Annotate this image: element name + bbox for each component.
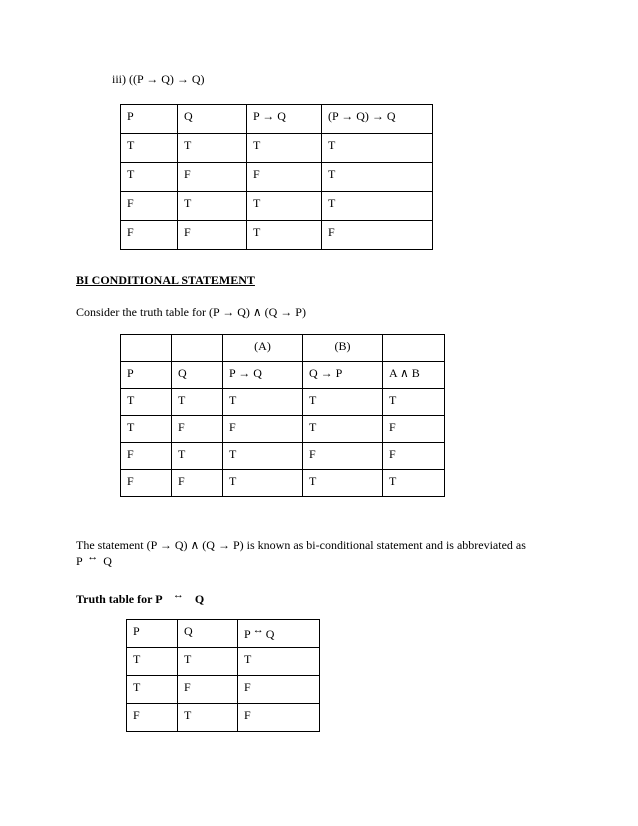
table-cell: F [178, 221, 247, 250]
subheading-iii: iii) ((P → Q) → Q) [112, 72, 205, 86]
table-cell: T [383, 389, 445, 416]
table-cell: F [238, 704, 320, 732]
table-cell: F [121, 443, 172, 470]
column-header: Q [178, 105, 247, 134]
table-cell: T [322, 134, 433, 163]
table-cell: F [127, 704, 178, 732]
truth-table-2 [120, 334, 445, 497]
table-cell: F [247, 163, 322, 192]
truth-table-1 [120, 104, 433, 250]
table-cell: T [223, 443, 303, 470]
group-label-cell [383, 335, 445, 362]
column-header: P → Q [223, 362, 303, 389]
table-cell: T [383, 470, 445, 497]
table-row [121, 389, 445, 416]
truth-table-heading-suffix: Q [194, 592, 205, 606]
column-header: P [121, 105, 178, 134]
statement-line-2 [76, 551, 112, 569]
table-cell: T [247, 134, 322, 163]
table-cell: T [247, 192, 322, 221]
table-row [121, 192, 433, 221]
table-cell: T [172, 443, 223, 470]
column-header: P → Q [247, 105, 322, 134]
table-cell: F [121, 470, 172, 497]
table-cell: T [303, 416, 383, 443]
table-cell: F [178, 676, 238, 704]
table-cell: T [303, 470, 383, 497]
truth-table-3 [126, 619, 320, 732]
table-cell: T [178, 704, 238, 732]
table-cell: F [383, 416, 445, 443]
column-header: A ∧ B [383, 362, 445, 389]
column-header: Q [178, 620, 238, 648]
group-label-cell [121, 335, 172, 362]
table-cell: T [238, 648, 320, 676]
table-cell: T [127, 648, 178, 676]
table-cell: F [303, 443, 383, 470]
table-cell: T [121, 389, 172, 416]
table-cell: T [223, 470, 303, 497]
column-header: Q → P [303, 362, 383, 389]
table-cell: T [223, 389, 303, 416]
table-cell: T [127, 676, 178, 704]
table-cell: T [303, 389, 383, 416]
header-q: Q [265, 627, 275, 641]
biconditional-arrow-icon: ↔ [87, 551, 99, 563]
column-header: (P → Q) → Q [322, 105, 433, 134]
table-cell: T [247, 221, 322, 250]
table-row [127, 648, 320, 676]
statement-p: P [76, 554, 83, 568]
table-row [121, 134, 433, 163]
biconditional-arrow-icon: ↔ [252, 624, 264, 636]
header-p: P [244, 627, 251, 641]
table-cell: T [178, 648, 238, 676]
truth-table-heading [76, 589, 205, 607]
table-cell: T [121, 416, 172, 443]
biconditional-arrow-icon: ↔ [172, 589, 184, 601]
table-cell: T [322, 192, 433, 221]
column-header: Q [172, 362, 223, 389]
table-cell: T [178, 134, 247, 163]
table-cell: F [238, 676, 320, 704]
table-row [121, 416, 445, 443]
table-header-row [121, 362, 445, 389]
table-group-row [121, 335, 445, 362]
group-label-cell: (A) [223, 335, 303, 362]
group-label-cell: (B) [303, 335, 383, 362]
table-cell: F [121, 221, 178, 250]
table-cell: F [172, 416, 223, 443]
table-cell: T [121, 134, 178, 163]
table-cell: F [172, 470, 223, 497]
table-row [121, 221, 433, 250]
table-cell: F [178, 163, 247, 192]
section-title: BI CONDITIONAL STATEMENT [76, 273, 255, 287]
table-row [127, 704, 320, 732]
table-cell: T [121, 163, 178, 192]
table-cell: T [172, 389, 223, 416]
table-cell: T [322, 163, 433, 192]
consider-text: Consider the truth table for (P → Q) ∧ (Q → P) [76, 305, 306, 319]
table-row [121, 470, 445, 497]
table-header-row [127, 620, 320, 648]
table-cell: T [178, 192, 247, 221]
column-header: P [127, 620, 178, 648]
table-cell: F [322, 221, 433, 250]
table-row [127, 676, 320, 704]
statement-line-1: The statement (P → Q) ∧ (Q → P) is known as bi-conditional statement and is abbreviated as [76, 538, 526, 552]
table-row [121, 163, 433, 192]
statement-q: Q [103, 554, 112, 568]
table-cell: F [383, 443, 445, 470]
table-cell: F [121, 192, 178, 221]
table-row [121, 443, 445, 470]
column-header [238, 620, 320, 648]
table-cell: F [223, 416, 303, 443]
table-header-row [121, 105, 433, 134]
group-label-cell [172, 335, 223, 362]
column-header: P [121, 362, 172, 389]
truth-table-heading-prefix: Truth table for P [76, 592, 162, 606]
